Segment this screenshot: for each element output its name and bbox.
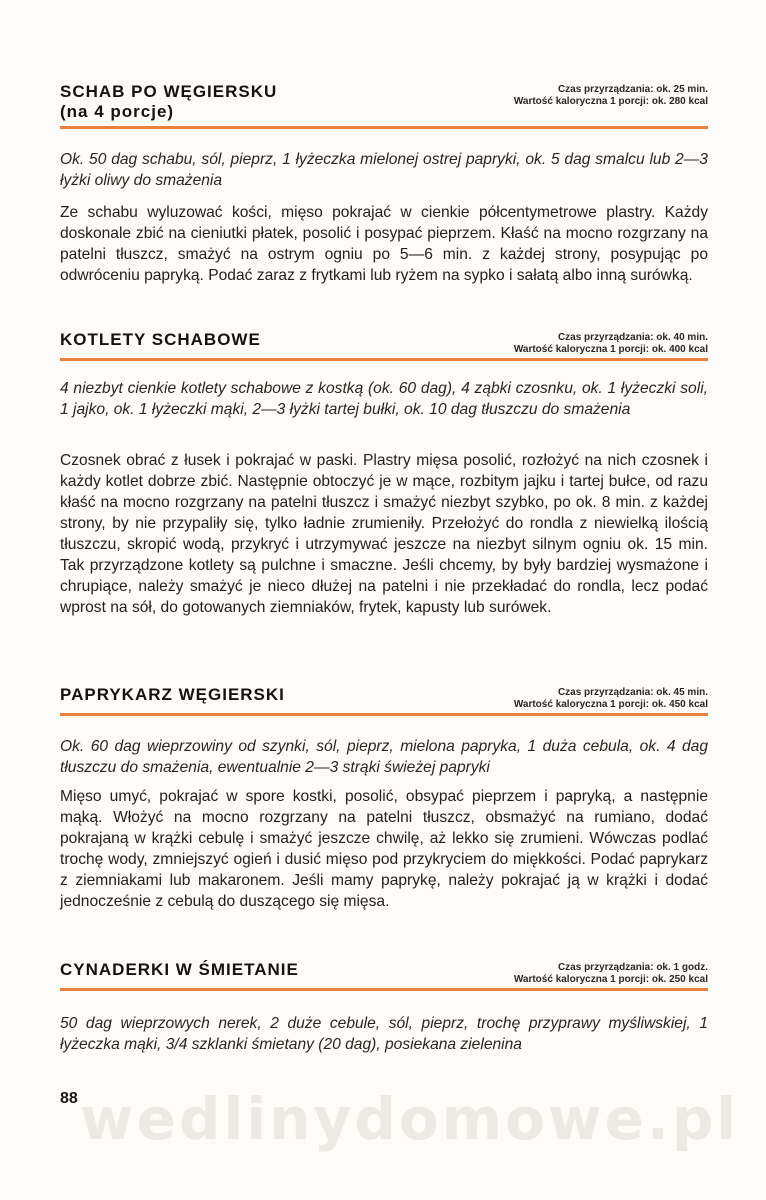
ingredients: Ok. 60 dag wieprzowiny od szynki, sól, pieprz, mielona papryka, 1 duża cebula, ok. 4 dag tłuszczu do smażenia, ewentualnie 2—3 strąki świeżej papryki [60,738,708,776]
calories: Wartość kaloryczna 1 porcji: ok. 250 kcal [513,974,708,985]
recipe-title: PAPRYKARZ WĘGIERSKI [60,685,285,704]
section-rule [60,713,708,716]
method: Mięso umyć, pokrajać w spore kostki, posolić, obsypać pieprzem i papryką, a następnie mąką. Włożyć na mocno rozgrzany na patelni tłuszcz, obsmażyć na rumiano, dodać pokrajaną w krążki cebulę i smażyć jeszcze chwilę, aż lekko się zrumieni. Wówczas podlać trochę wody, zmniejszyć ogień i dusić mięso pod przykryciem do miękkości. Podać paprykarz z ziemniakami lub makaronem. Jeśli mamy paprykę, należy pokrajać ją w krążki i dodać jednocześnie z cebulą do duszącego się mięsa. [60,788,708,910]
recipe-title: KOTLETY SCHABOWE [60,330,261,349]
ingredients: 50 dag wieprzowych nerek, 2 duże cebule, sól, pieprz, trochę przyprawy myśliwskiej, 1 łyżeczka mąki, 3/4 szklanki śmietany (20 dag), posiekana zielenina [60,1015,708,1053]
method: Czosnek obrać z łusek i pokrajać w paski. Plastry mięsa posolić, rozłożyć na nich czosnek i każdy kotlet dobrze zbić. Następnie obtoczyć je w mące, rozbitym jajku i tartej bułce, od razu kłaść na mocno rozgrzany na patelni tłuszcz i smażyć niezbyt szybko, po ok. 8 min. z każdej strony, by nie przypaliły się, tylko ładnie zrumieniły. Przełożyć do rondla z niewielką ilością tłuszczu, skropić wodą, przykryć i utrzymywać jeszcze na niezbyt silnym ogniu ok. 15 min. Tak przyrządzone kotlety są pulchne i smaczne. Jeśli chcemy, by były bardziej wysmażone i chrupiące, należy smażyć je nieco dłużej na patelni i nie przekładać do rondla, lecz podać wprost na sół, do gotowanych ziemniaków, frytek, kapusty lub surówek. [60,452,708,616]
prep-time: Czas przyrządzania: ok. 40 min. [557,332,708,343]
method: Ze schabu wyluzować kości, mięso pokrajać w cienkie półcentymetrowe plastry. Każdy doskonale zbić na cieniutki płatek, posolić i posypać pieprzem. Kłaść na mocno rozgrzany na patelni tłuszcz, smażyć na ostrym ogniu po 5—6 min. z każdej strony, posypując po odwróceniu papryką. Podać zaraz z frytkami lub ryżem na sypko i sałatą albo inną surówką. [60,204,708,284]
section-rule [60,358,708,361]
recipe-meta [514,687,708,711]
calories: Wartość kaloryczna 1 porcji: ok. 280 kcal [513,96,708,107]
recipe-meta [514,84,708,108]
prep-time: Czas przyrządzania: ok. 25 min. [557,84,708,95]
section-rule [60,988,708,991]
recipe-title: SCHAB PO WĘGIERSKU (na 4 porcje) [60,82,278,121]
page-number: 88 [60,1090,78,1107]
cookbook-page [60,0,740,1200]
recipe-meta [514,962,708,986]
section-rule [60,126,708,129]
ingredients: 4 niezbyt cienkie kotlety schabowe z kostką (ok. 60 dag), 4 ząbki czosnku, ok. 1 łyżeczki soli, 1 jajko, ok. 1 łyżeczki mąki, 2—3 łyżki tartej bułki, ok. 10 dag tłuszczu do smażenia [60,380,708,418]
calories: Wartość kaloryczna 1 porcji: ok. 400 kcal [513,344,708,355]
calories: Wartość kaloryczna 1 porcji: ok. 450 kcal [513,699,708,710]
ingredients: Ok. 50 dag schabu, sól, pieprz, 1 łyżeczka mielonej ostrej papryki, ok. 5 dag smalcu lub 2—3 łyżki oliwy do smażenia [60,151,708,189]
recipe-meta [514,332,708,356]
watermark: wedlinydomowe.pl [80,1085,740,1153]
recipe-title: CYNADERKI W ŚMIETANIE [60,960,299,979]
prep-time: Czas przyrządzania: ok. 45 min. [557,687,708,698]
prep-time: Czas przyrządzania: ok. 1 godz. [557,962,708,973]
